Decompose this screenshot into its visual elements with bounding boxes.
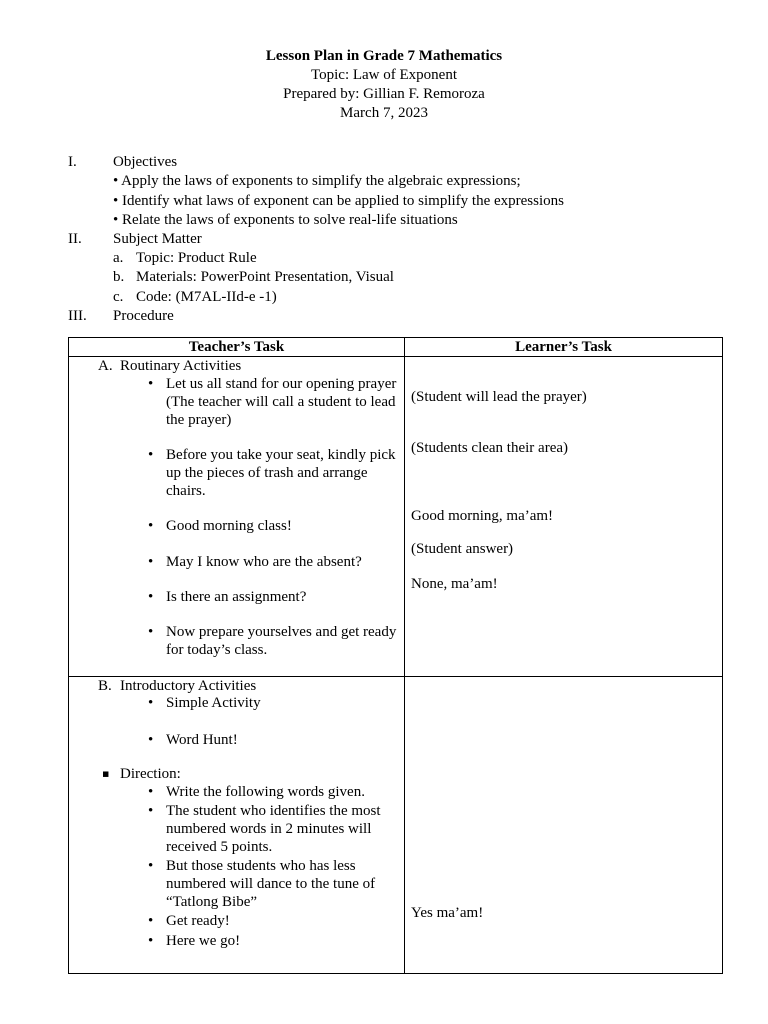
activity-heading: Routinary Activities	[120, 358, 242, 374]
item-text-line: chairs.	[166, 483, 206, 499]
teacher-task-item	[148, 375, 398, 429]
objective-item: • Identify what laws of exponent can be applied to simplify the expressions	[113, 193, 564, 209]
column-header-learner: Learner’s Task	[515, 339, 612, 355]
bullet-marker: •	[148, 554, 154, 570]
item-text-line: The student who identifies the most	[166, 803, 381, 819]
document-date: March 7, 2023	[340, 105, 428, 121]
bullet-marker: •	[148, 518, 154, 534]
bullet-marker: •	[148, 624, 154, 640]
item-text	[166, 517, 398, 535]
item-text-line: Write the following words given.	[166, 784, 365, 800]
activity-heading: Introductory Activities	[120, 678, 257, 694]
learner-response: (Students clean their area)	[411, 440, 569, 456]
direction-item	[148, 857, 398, 911]
learner-response: (Student answer)	[411, 541, 514, 557]
bullet-marker: •	[148, 376, 154, 392]
section-heading: Procedure	[113, 308, 174, 324]
list-marker: a.	[113, 250, 124, 266]
teacher-task-item	[148, 446, 398, 500]
direction-item	[148, 912, 398, 930]
learner-response: Yes ma’am!	[411, 905, 484, 921]
item-text-line: Here we go!	[166, 933, 241, 949]
bullet-marker: •	[148, 732, 154, 748]
bullet-marker: •	[148, 784, 154, 800]
item-text-line: Word Hunt!	[166, 732, 238, 748]
direction-item	[148, 932, 398, 950]
learner-response: (Student will lead the prayer)	[411, 389, 587, 405]
item-text-line: numbered words in 2 minutes will	[166, 821, 372, 837]
section-heading: Objectives	[113, 154, 178, 170]
subject-matter-item: Materials: PowerPoint Presentation, Visual	[136, 269, 394, 285]
item-text	[166, 912, 398, 930]
item-text	[166, 375, 398, 429]
section-numeral: III.	[68, 308, 87, 324]
square-bullet-marker: ▪	[102, 767, 110, 780]
header-cell-learner	[404, 337, 723, 357]
document-topic: Topic: Law of Exponent	[311, 67, 457, 83]
item-text-line: May I know who are the absent?	[166, 554, 362, 570]
bullet-marker: •	[148, 858, 154, 874]
item-text	[166, 446, 398, 500]
header-cell-teacher	[68, 337, 405, 357]
item-text-line: Before you take your seat, kindly pick	[166, 447, 396, 463]
teacher-task-item	[148, 588, 398, 606]
objective-item: • Apply the laws of exponents to simplify the algebraic expressions;	[113, 173, 521, 189]
subject-matter-item: Code: (M7AL-IId-e -1)	[136, 289, 277, 305]
item-text-line: Is there an assignment?	[166, 589, 307, 605]
prepared-by: Prepared by: Gillian F. Remoroza	[283, 86, 485, 102]
list-marker: b.	[113, 269, 125, 285]
item-text	[166, 932, 398, 950]
item-text-line: Now prepare yourselves and get ready	[166, 624, 397, 640]
direction-item	[148, 783, 398, 801]
list-marker: c.	[113, 289, 124, 305]
teacher-task-cell-routinary	[68, 356, 405, 677]
item-text-line: for today’s class.	[166, 642, 268, 658]
teacher-task-item	[148, 553, 398, 571]
item-text	[166, 857, 398, 911]
item-text-line: the prayer)	[166, 412, 232, 428]
teacher-task-item	[148, 623, 398, 659]
teacher-task-cell-introductory	[68, 676, 405, 974]
teacher-task-item	[148, 517, 398, 535]
bullet-marker: •	[148, 803, 154, 819]
item-text-line: But those students who has less	[166, 858, 356, 874]
teacher-task-item	[148, 694, 398, 712]
bullet-marker: •	[148, 933, 154, 949]
learner-task-cell-introductory	[404, 676, 723, 974]
bullet-marker: •	[148, 447, 154, 463]
item-text	[166, 731, 398, 749]
direction-item	[148, 802, 398, 856]
direction-label: Direction:	[120, 766, 181, 782]
learner-response: None, ma’am!	[411, 576, 498, 592]
item-text-line: Good morning class!	[166, 518, 292, 534]
item-text	[166, 802, 398, 856]
learner-response: Good morning, ma’am!	[411, 508, 554, 524]
section-numeral: I.	[68, 154, 77, 170]
item-text-line: Get ready!	[166, 913, 230, 929]
section-numeral: II.	[68, 231, 82, 247]
item-text	[166, 783, 398, 801]
section-heading: Subject Matter	[113, 231, 202, 247]
item-text-line: numbered will dance to the tune of	[166, 876, 376, 892]
bullet-marker: •	[148, 589, 154, 605]
item-text-line: received 5 points.	[166, 839, 273, 855]
item-text-line: Simple Activity	[166, 695, 261, 711]
item-text	[166, 694, 398, 712]
item-text-line: “Tatlong Bibe”	[166, 894, 258, 910]
document-title: Lesson Plan in Grade 7 Mathematics	[265, 48, 503, 64]
item-text-line: up the pieces of trash and arrange	[166, 465, 368, 481]
activity-marker: A.	[98, 358, 113, 374]
item-text	[166, 553, 398, 571]
learner-task-cell-routinary	[404, 356, 723, 677]
activity-marker: B.	[98, 678, 112, 694]
objective-item: • Relate the laws of exponents to solve real-life situations	[113, 212, 458, 228]
item-text	[166, 623, 398, 659]
bullet-marker: •	[148, 913, 154, 929]
teacher-task-item	[148, 731, 398, 749]
item-text-line: (The teacher will call a student to lead	[166, 394, 396, 410]
subject-matter-item: Topic: Product Rule	[136, 250, 257, 266]
column-header-teacher: Teacher’s Task	[188, 339, 285, 355]
item-text-line: Let us all stand for our opening prayer	[166, 376, 397, 392]
item-text	[166, 588, 398, 606]
bullet-marker: •	[148, 695, 154, 711]
